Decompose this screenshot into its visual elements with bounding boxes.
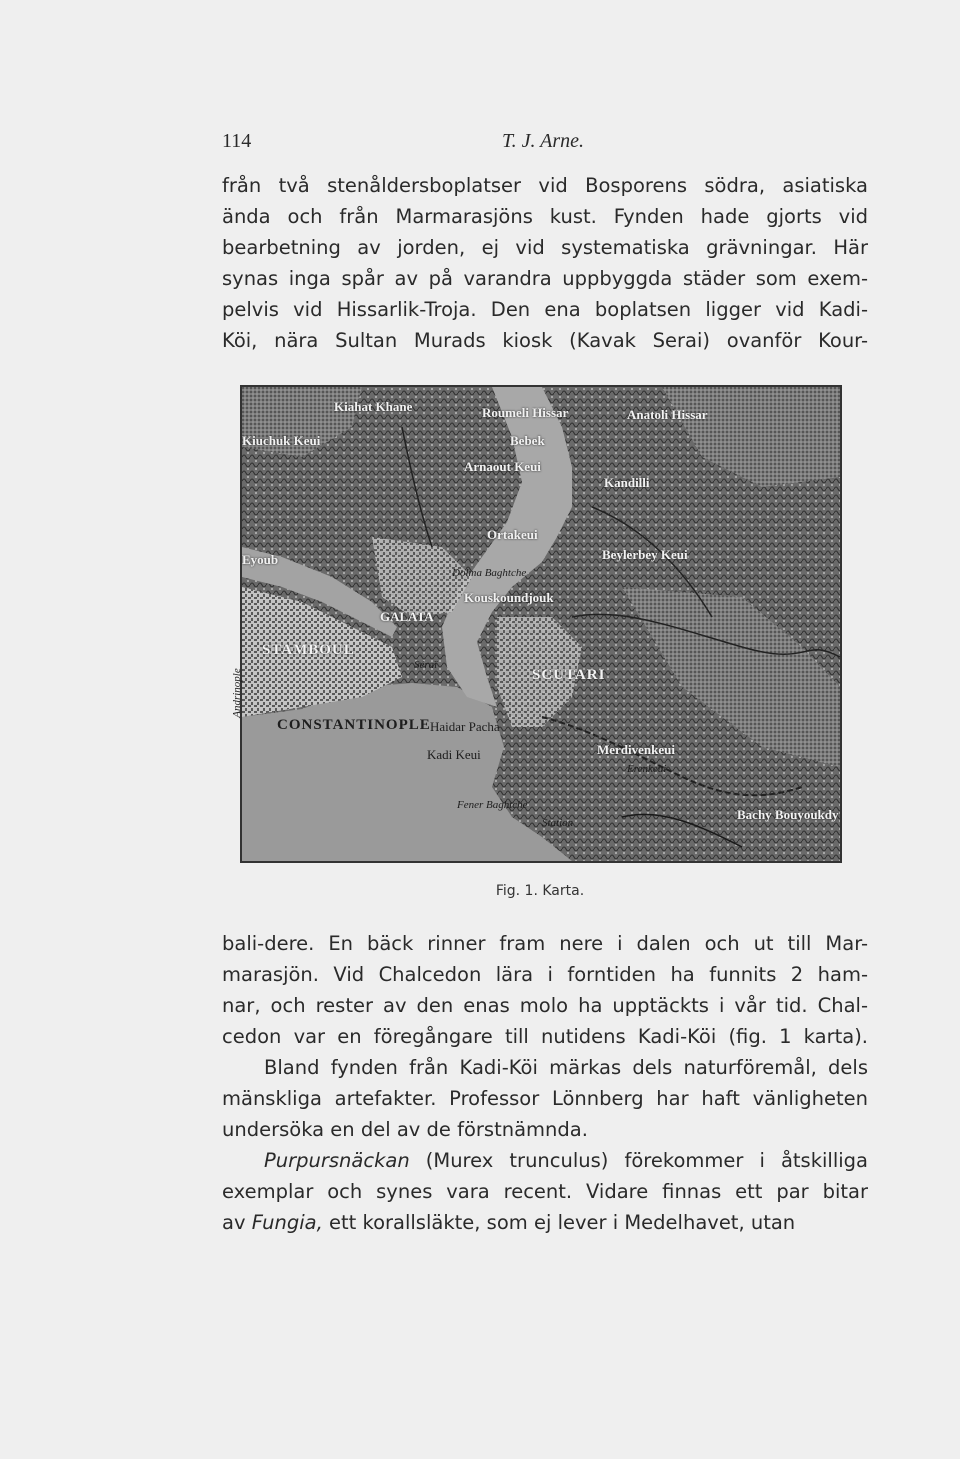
italic-term: Fungia, bbox=[251, 1211, 323, 1234]
text-line: synas inga spår av på varandra uppbyggda städer som exem- bbox=[222, 267, 868, 290]
map-label: Kouskoundjouk bbox=[464, 590, 554, 605]
text-line: från två stenåldersboplatser vid Bosporens södra, asiatiska bbox=[222, 174, 868, 197]
text-run: Bland fynden från Kadi-Köi märkas dels naturföremål, dels bbox=[264, 1056, 868, 1079]
text-line bbox=[222, 990, 868, 1021]
text-line: ända och från Marmarasjöns kust. Fynden hade gjorts vid bbox=[222, 205, 868, 228]
map-label: SCUTARI bbox=[532, 667, 606, 683]
italic-term: Purpursnäckan bbox=[264, 1149, 410, 1172]
map-label: Séraï bbox=[414, 659, 438, 671]
text-line bbox=[222, 1052, 868, 1083]
text-run: marasjön. Vid Chalcedon lära i forntiden ha funnits 2 ham- bbox=[222, 963, 868, 986]
map-label: Station bbox=[542, 817, 574, 829]
map-label: Ortakeui bbox=[487, 527, 538, 542]
figure-caption: Fig. 1. Karta. bbox=[495, 883, 585, 899]
map-label: Beylerbey Keui bbox=[602, 547, 688, 562]
map-label: Haidar Pacha bbox=[430, 719, 500, 734]
text-line: pelvis vid Hissarlik-Troja. Den ena boplatsen ligger vid Kadi- bbox=[222, 298, 868, 321]
map-label: Kiuchuk Keui bbox=[242, 433, 321, 448]
text-run: undersöka en del av de förstnämnda. bbox=[222, 1118, 588, 1141]
map-label: Kiahat Khane bbox=[334, 399, 413, 414]
map-label: Eyoub bbox=[242, 552, 279, 567]
map-label: Kandilli bbox=[604, 475, 650, 490]
text-run: cedon var en föregångare till nutidens Kadi-Köi (fig. 1 karta). bbox=[222, 1025, 868, 1048]
map-label: Merdivenkeui bbox=[597, 742, 675, 757]
page-number: 114 bbox=[222, 130, 252, 152]
text-run: mänskliga artefakter. Professor Lönnberg har haft vänligheten bbox=[222, 1087, 868, 1110]
text-line: bearbetning av jorden, ej vid systematiska grävningar. Här bbox=[222, 236, 868, 259]
text-line bbox=[222, 1021, 868, 1052]
page-header bbox=[222, 130, 842, 160]
text-run: ett korallsläkte, som ej lever i Medelhavet, utan bbox=[322, 1211, 796, 1234]
map-label: Dolma Baghtche bbox=[452, 567, 527, 579]
text-line: Köi, nära Sultan Murads kiosk (Kavak Serai) ovanför Kour- bbox=[222, 329, 868, 352]
text-run: exemplar och synes vara recent. Vidare finnas ett par bitar bbox=[222, 1180, 868, 1203]
map-label: Bebek bbox=[510, 433, 545, 448]
map-figure bbox=[230, 385, 842, 863]
map-label: Arnaout Keui bbox=[464, 459, 541, 474]
map-label: Andrinople bbox=[230, 668, 243, 718]
map-label: Roumeli Hissar bbox=[482, 405, 569, 420]
map-label: Fener Baghtche bbox=[457, 799, 528, 811]
map-label: Kadi Keui bbox=[427, 747, 481, 762]
text-line bbox=[222, 959, 868, 990]
text-line bbox=[222, 1114, 868, 1145]
map-label: GALATA bbox=[380, 609, 434, 624]
text-run: bali-dere. En bäck rinner fram nere i dalen och ut till Mar- bbox=[222, 932, 868, 955]
text-run: (Murex trunculus) förekommer i åtskilliga bbox=[409, 1149, 868, 1172]
text-line bbox=[222, 1207, 868, 1238]
text-line bbox=[222, 928, 868, 959]
map-label: CONSTANTINOPLE bbox=[277, 717, 431, 733]
text-line bbox=[222, 1083, 868, 1114]
map-illustration bbox=[242, 387, 840, 861]
text-run: nar, och rester av den enas molo ha upptäckts i vår tid. Chal- bbox=[222, 994, 868, 1017]
paragraph-top bbox=[222, 170, 868, 356]
map-label: Bachy Bouyoukdy bbox=[737, 807, 839, 822]
paragraph-bottom bbox=[222, 928, 868, 1238]
text-run: av bbox=[222, 1211, 252, 1234]
text-line bbox=[222, 1145, 868, 1176]
map-label: Erenkeui bbox=[627, 763, 667, 775]
map-label: Anatoli Hissar bbox=[627, 407, 708, 422]
text-line bbox=[222, 1176, 868, 1207]
map-label: STAMBOUL bbox=[262, 642, 355, 658]
running-head: T. J. Arne. bbox=[502, 130, 585, 152]
